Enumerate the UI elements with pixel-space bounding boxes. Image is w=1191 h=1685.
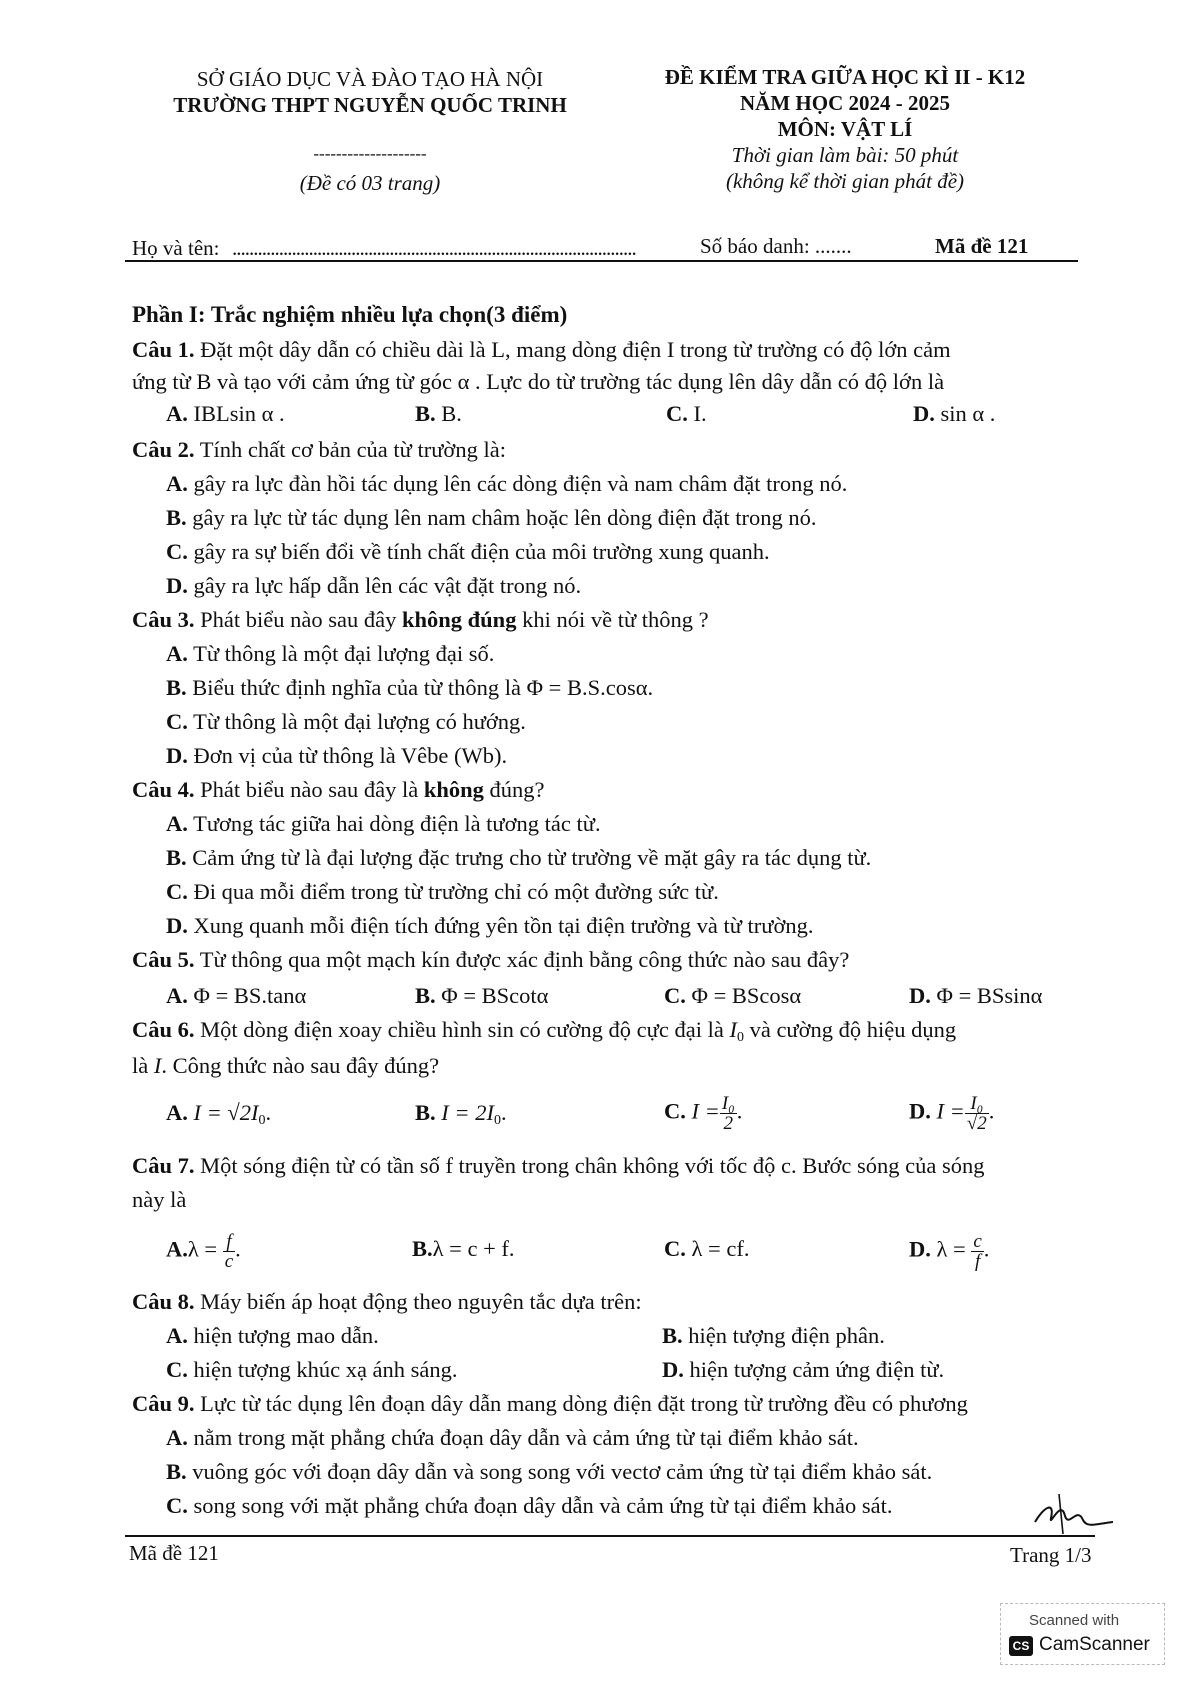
formula-lhs: I =	[936, 1098, 965, 1124]
fraction-denominator: √2	[966, 1113, 987, 1134]
option-label: A.	[166, 811, 188, 836]
page-number: Trang 1/3	[1010, 1543, 1092, 1567]
q1-option-b[interactable]	[415, 397, 462, 431]
footer-exam-code: Mã đề 121	[129, 1541, 219, 1565]
time-note: (không kể thời gian phát đề)	[725, 169, 965, 193]
option-label: C.	[666, 401, 688, 426]
option-text: B.	[441, 401, 462, 426]
question-3-text: Phát biểu nào sau đây	[194, 607, 402, 632]
q4-option-b[interactable]	[166, 841, 871, 875]
option-label: C.	[166, 1357, 188, 1382]
page-count-note: (Đề có 03 trang)	[299, 171, 441, 195]
option-text: Cảm ứng từ là đại lượng đặc trưng cho từ trường về mặt gây ra tác dụng từ.	[192, 845, 872, 870]
fraction-denominator: 2	[723, 1113, 734, 1134]
option-label: A.	[166, 1323, 188, 1348]
symbol-subscript: 0	[736, 1030, 744, 1045]
section-title: Phần I: Trắc nghiệm nhiều lựa chọn(3 điểm)	[132, 302, 568, 327]
scanner-brand: CamScanner	[1039, 1634, 1150, 1655]
question-4-text-end: đúng?	[483, 777, 545, 802]
option-text: hiện tượng khúc xạ ánh sáng.	[193, 1357, 458, 1382]
option-label: D.	[909, 1098, 931, 1124]
option-formula: I = √2I	[193, 1100, 259, 1125]
question-1-line-1	[132, 333, 1107, 367]
question-2-number: Câu 2.	[132, 437, 195, 462]
candidate-number: Số báo danh: .......	[700, 234, 852, 258]
q5-option-c[interactable]	[664, 979, 801, 1013]
option-label: B.	[415, 1100, 436, 1125]
option-label: D.	[662, 1357, 684, 1382]
formula-fraction	[720, 1094, 737, 1133]
q6-option-c[interactable]: C. I = $\frac{\text{I₀}}{2}$ .	[664, 1093, 743, 1134]
option-label: D.	[909, 1236, 931, 1262]
school-year: NĂM HỌC 2024 - 2025	[740, 91, 950, 115]
option-label: A.	[166, 471, 188, 496]
option-text: nằm trong mặt phẳng chứa đoạn dây dẫn và cảm ứng từ tại điểm khảo sát.	[193, 1425, 859, 1450]
option-label: A.	[166, 1425, 188, 1450]
question-9-number: Câu 9.	[132, 1391, 195, 1416]
q1-option-d[interactable]	[913, 397, 995, 431]
name-dots: ...............................................................................................	[232, 236, 636, 260]
q3-option-d[interactable]	[166, 739, 507, 773]
option-label: D.	[166, 743, 188, 768]
question-6-number: Câu 6.	[132, 1017, 195, 1042]
q8-option-a[interactable]	[166, 1319, 379, 1353]
fraction-numerator: I₀	[965, 1094, 989, 1114]
option-text: gây ra lực từ tác dụng lên nam châm hoặc lên dòng điện đặt trong nó.	[192, 505, 817, 530]
option-text: Φ = BSsinα	[936, 983, 1043, 1008]
option-label: B.	[166, 845, 187, 870]
question-6-line2-start: là	[132, 1053, 149, 1078]
formula-fraction	[965, 1094, 989, 1133]
option-label: D.	[909, 983, 931, 1008]
option-text: λ = c + f.	[432, 1236, 515, 1261]
question-7-number: Câu 7.	[132, 1153, 195, 1178]
footer-divider	[125, 1535, 1095, 1537]
option-text: hiện tượng mao dẫn.	[193, 1323, 379, 1348]
option-label: A.	[166, 641, 188, 666]
camscanner-logo-icon: CS	[1009, 1636, 1033, 1656]
q6-option-d[interactable]: D. I = $\frac{\text{I₀}}{√2}$ .	[909, 1093, 995, 1134]
q3-option-c[interactable]	[166, 705, 526, 739]
question-5-number: Câu 5.	[132, 947, 195, 972]
signature-scribble	[1025, 1488, 1125, 1536]
option-text: IBLsin α .	[193, 401, 285, 426]
q2-option-a[interactable]	[166, 467, 847, 501]
question-8-number: Câu 8.	[132, 1289, 195, 1314]
q8-option-c[interactable]	[166, 1353, 458, 1387]
fraction-denominator: c	[224, 1251, 234, 1272]
q7-option-d[interactable]: D. λ = $\frac{c}{f}$ .	[909, 1231, 990, 1272]
q4-option-c[interactable]	[166, 875, 719, 909]
option-label: B.	[662, 1323, 683, 1348]
option-label: C.	[166, 879, 188, 904]
option-text: Xung quanh mỗi điện tích đứng yên tồn tại điện trường và từ trường.	[193, 913, 814, 938]
q8-option-b[interactable]	[662, 1319, 885, 1353]
q9-option-b[interactable]	[166, 1455, 932, 1489]
option-text: gây ra lực đàn hồi tác dụng lên các dòng điện và nam châm đặt trong nó.	[193, 471, 848, 496]
header-divider	[125, 260, 1078, 262]
option-label: B.	[166, 505, 187, 530]
option-label: A.	[166, 1236, 188, 1262]
question-6-text-end: và cường độ hiệu dụng	[749, 1017, 957, 1042]
option-text: Từ thông là một đại lượng đại số.	[193, 641, 495, 666]
fraction-numerator: I₀	[721, 1093, 735, 1114]
formula-lhs: λ =	[187, 1236, 218, 1262]
school-name: TRƯỜNG THPT NGUYỄN QUỐC TRINH	[173, 93, 567, 117]
fraction-denominator: f	[974, 1251, 981, 1272]
q8-option-d[interactable]	[662, 1353, 944, 1387]
question-7-text: Một sóng điện từ có tần số f truyền trong chân không với tốc độ c. Bước sóng của sóng	[194, 1153, 985, 1178]
option-label: C.	[166, 1493, 188, 1518]
option-label: C.	[664, 1236, 686, 1261]
question-4-emphasis: không	[423, 777, 484, 802]
option-label: D.	[166, 573, 188, 598]
q7-option-c[interactable]	[664, 1232, 749, 1266]
q5-option-a[interactable]	[166, 979, 306, 1013]
q2-option-c[interactable]	[166, 535, 770, 569]
question-5-text: Từ thông qua một mạch kín được xác định bằng công thức nào sau đây?	[194, 947, 850, 972]
q9-option-a[interactable]	[166, 1421, 859, 1455]
q3-option-b[interactable]	[166, 671, 653, 705]
option-label: C.	[166, 709, 188, 734]
option-text: sin α .	[940, 401, 996, 426]
q5-option-b[interactable]	[415, 979, 548, 1013]
formula-subscript: 0	[258, 1113, 266, 1128]
option-label: D.	[166, 913, 188, 938]
q7-option-b[interactable]	[412, 1232, 515, 1266]
option-label: A.	[166, 401, 188, 426]
question-4-text: Phát biểu nào sau đây là	[194, 777, 424, 802]
option-text: gây ra lực hấp dẫn lên các vật đặt trong nó.	[193, 573, 582, 598]
question-1-number: Câu 1.	[132, 337, 195, 362]
question-9	[132, 1387, 1107, 1421]
q6-option-a[interactable]: A. $I = √2I_0$.	[166, 1100, 272, 1128]
option-text: Tương tác giữa hai dòng điện là tương tác từ.	[193, 811, 601, 836]
option-text: Φ = BS.tanα	[193, 983, 307, 1008]
question-3-emphasis: không đúng	[401, 607, 517, 632]
header-dashes: --------------------	[313, 144, 427, 163]
q7-option-a[interactable]: A.λ = $\frac{f}{c}$ .	[166, 1231, 241, 1272]
name-label: Họ và tên:	[132, 236, 220, 260]
symbol-i: I	[153, 1053, 162, 1078]
fraction-numerator: f	[223, 1232, 235, 1252]
option-label: B.	[415, 983, 436, 1008]
q4-option-a[interactable]	[166, 807, 601, 841]
option-label: B.	[412, 1236, 433, 1261]
formula-fraction	[223, 1232, 235, 1271]
option-label: A.	[166, 983, 188, 1008]
question-1-line-2: ứng từ B và tạo với cảm ứng từ góc α . Lực do từ trường tác dụng lên dây dẫn có độ lớn là	[132, 369, 945, 394]
q1-option-a[interactable]	[166, 397, 285, 431]
option-text: Φ = BScosα	[691, 983, 802, 1008]
formula-subscript: 0	[493, 1113, 501, 1128]
question-3	[132, 603, 1107, 637]
question-1-text: Đặt một dây dẫn có chiều dài là L, mang dòng điện I trong từ trường có độ lớn cảm	[194, 337, 951, 362]
option-text: Đi qua mỗi điểm trong từ trường chỉ có một đường sức từ.	[193, 879, 719, 904]
option-formula: I = 2I	[441, 1100, 494, 1125]
question-6-text: Một dòng điện xoay chiều hình sin có cường độ cực đại là	[194, 1017, 724, 1042]
question-7-line-1	[132, 1149, 1107, 1183]
option-text: vuông góc với đoạn dây dẫn và song song với vectơ cảm ứng từ tại điểm khảo sát.	[192, 1459, 933, 1484]
time-limit: Thời gian làm bài: 50 phút	[731, 143, 959, 167]
question-3-number: Câu 3.	[132, 607, 195, 632]
option-text: gây ra sự biến đổi về tính chất điện của môi trường xung quanh.	[193, 539, 770, 564]
question-6-line2-end: . Công thức nào sau đây đúng?	[161, 1053, 440, 1078]
symbol-i0: I	[729, 1017, 737, 1042]
q2-option-b[interactable]	[166, 501, 816, 535]
question-2-text: Tính chất cơ bản của từ trường là:	[194, 437, 506, 462]
option-text: song song với mặt phẳng chứa đoạn dây dẫn và cảm ứng từ tại điểm khảo sát.	[193, 1493, 893, 1518]
q6-option-b[interactable]: B. $I = 2I_0$.	[415, 1100, 507, 1128]
formula-lhs: I =	[691, 1098, 720, 1124]
question-5	[132, 943, 1107, 977]
option-text: hiện tượng cảm ứng điện từ.	[689, 1357, 945, 1382]
question-2	[132, 433, 1107, 467]
q3-option-a[interactable]	[166, 637, 494, 671]
option-label: C.	[166, 539, 188, 564]
option-text: Φ = BScotα	[441, 983, 549, 1008]
question-9-text: Lực từ tác dụng lên đoạn dây dẫn mang dòng điện đặt trong từ trường đều có phương	[194, 1391, 968, 1416]
department-name: SỞ GIÁO DỤC VÀ ĐÀO TẠO HÀ NỘI	[196, 67, 544, 91]
camscanner-watermark	[1000, 1603, 1165, 1665]
option-label: B.	[166, 675, 187, 700]
formula-fraction	[971, 1232, 983, 1271]
question-3-text-end: khi nói về từ thông ?	[516, 607, 709, 632]
option-label: C.	[664, 1098, 686, 1124]
option-label: A.	[166, 1100, 188, 1125]
option-text: Biểu thức định nghĩa của từ thông là Φ = B.S.cosα.	[192, 675, 654, 700]
option-text: hiện tượng điện phân.	[688, 1323, 885, 1348]
option-label: B.	[415, 401, 436, 426]
option-label: D.	[913, 401, 935, 426]
exam-code: Mã đề 121	[935, 234, 1029, 258]
q4-option-d[interactable]	[166, 909, 813, 943]
option-text: Đơn vị của từ thông là Vêbe (Wb).	[193, 743, 508, 768]
q9-option-c[interactable]	[166, 1489, 892, 1523]
scanner-caption: Scanned with	[1029, 1612, 1120, 1629]
subject: MÔN: VẬT LÍ	[777, 117, 913, 141]
option-label: C.	[664, 983, 686, 1008]
option-text: λ = cf.	[691, 1236, 750, 1261]
question-8-text: Máy biến áp hoạt động theo nguyên tắc dựa trên:	[194, 1289, 642, 1314]
question-7-line-2: này là	[132, 1187, 187, 1212]
fraction-numerator: c	[973, 1231, 982, 1252]
q1-option-c[interactable]	[666, 397, 707, 431]
question-8	[132, 1285, 1107, 1319]
question-6-line-2	[132, 1049, 1107, 1083]
q5-option-d[interactable]	[909, 979, 1042, 1013]
exam-title: ĐỀ KIỂM TRA GIỮA HỌC KÌ II - K12	[664, 65, 1026, 89]
question-4	[132, 773, 1107, 807]
option-label: B.	[166, 1459, 187, 1484]
formula-lhs: λ =	[936, 1236, 966, 1262]
option-text: Từ thông là một đại lượng có hướng.	[193, 709, 526, 734]
question-4-number: Câu 4.	[132, 777, 195, 802]
option-text: I.	[693, 401, 707, 426]
q2-option-d[interactable]	[166, 569, 581, 603]
